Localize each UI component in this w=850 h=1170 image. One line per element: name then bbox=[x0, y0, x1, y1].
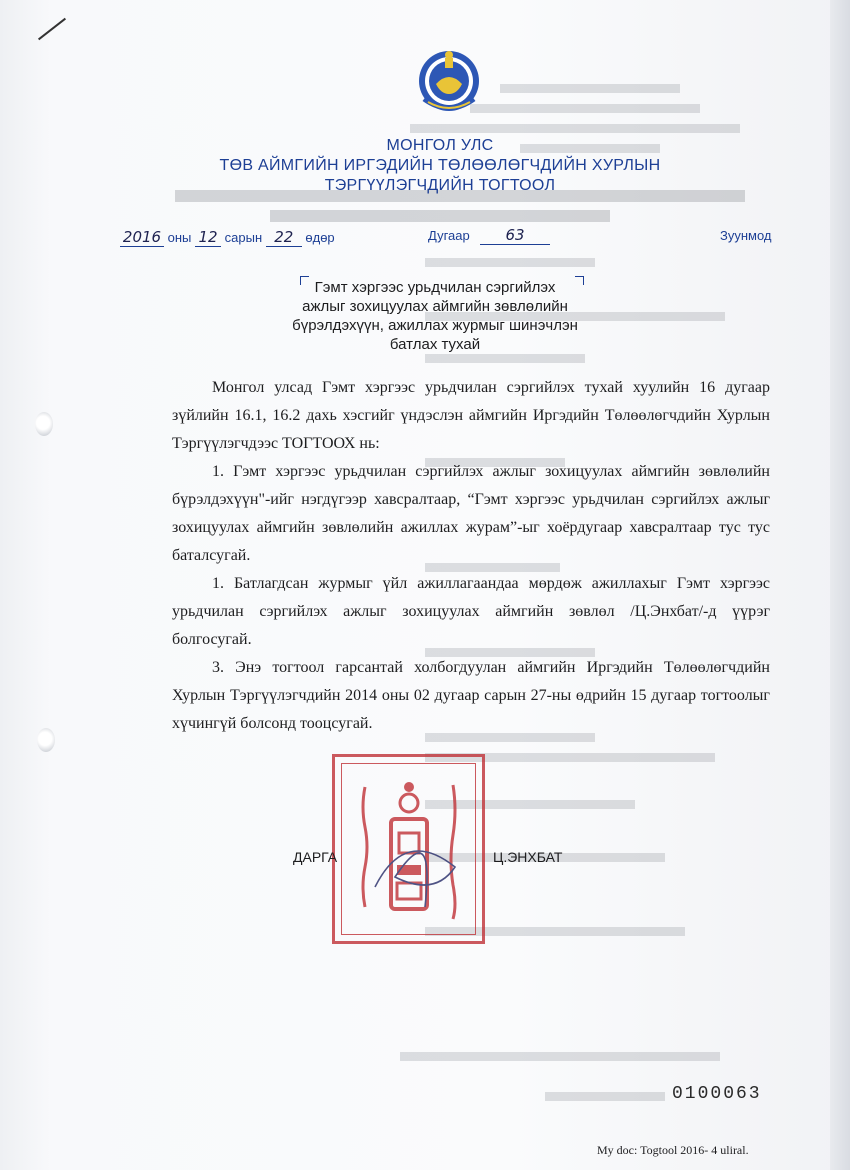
number-value: 63 bbox=[480, 226, 550, 245]
number-label: Дугаар bbox=[428, 228, 470, 243]
resolution-title bbox=[280, 278, 590, 354]
header-country: МОНГОЛ УЛС bbox=[386, 137, 494, 154]
title-line: Гэмт хэргээс урьдчилан сэргийлэх bbox=[314, 279, 556, 296]
title-line: бүрэлдэхүүн, ажиллах журмыг шинэчлэн bbox=[292, 317, 578, 334]
clause-3: 3. Энэ тогтоол гарсантай холбогдуулан аймгийн Иргэдийн Төлөөлөгчдийн Хурлын Тэргүүлэгчдийн 2014 оны 02 дугаар сарын 27-ны өдрийн 15 дугаар тогтоолыг хүчингүй болсонд тооцсугай. bbox=[172, 659, 770, 732]
intro-paragraph: Монгол улсад Гэмт хэргээс урьдчилан сэргийлэх тухай хуулийн 16 дугаар зүйлийн 16.1, 16.2 дахь хэсгийг үндэслэн аймгийн Иргэдийн Төлөөлөгчдийн Хурлын Тэргүүлэгчдээс ТОГТООХ нь: bbox=[172, 379, 770, 452]
clause-1: 1. Гэмт хэргээс урьдчилан сэргийлэх ажлыг зохицуулах аймгийн зөвлөлийн бүрэлдэхүүн"-ийг нэгдүгээр хавсралтаар, “Гэмт хэргээс урьдчилан сэргийлэх ажлыг зохицуулах аймгийн зөвлөлийн ажиллах журам”-ыг хоёрдугаар хавсралтаар тус тус баталсугай. bbox=[172, 463, 770, 564]
resolution-body bbox=[172, 374, 770, 738]
day-value: 22 bbox=[266, 228, 302, 247]
clause-2: 1. Батлагдсан журмыг үйл ажиллагаандаа мөрдөж ажиллахыг Гэмт хэргээс урьдчилан сэргийлэх ажлыг зохицуулах аймгийн зөвлөл /Ц.Энхбат/-д үүрэг болгосугай. bbox=[172, 575, 770, 648]
month-value: 12 bbox=[195, 228, 221, 247]
header-resolution: ТЭРГҮҮЛЭГЧДИЙН ТОГТООЛ bbox=[324, 177, 556, 194]
punch-hole bbox=[35, 412, 53, 436]
month-label: сарын bbox=[224, 230, 263, 245]
signer-name: Ц.ЭНХБАТ bbox=[493, 849, 563, 865]
day-label: өдөр bbox=[305, 230, 335, 245]
state-emblem-icon bbox=[414, 44, 484, 114]
signer-title: ДАРГА bbox=[293, 849, 338, 865]
page-edge bbox=[830, 0, 850, 1170]
official-seal bbox=[332, 754, 485, 944]
serial-number: 0100063 bbox=[672, 1084, 762, 1104]
pen-mark bbox=[38, 18, 66, 41]
year-label: оны bbox=[167, 230, 192, 245]
year-value: 2016 bbox=[120, 228, 164, 247]
header-council: ТӨВ АЙМГИЙН ИРГЭДИЙН ТӨЛӨӨЛӨГЧДИЙН ХУРЛЫН bbox=[219, 157, 661, 174]
date-number-row bbox=[120, 228, 780, 254]
punch-hole bbox=[37, 728, 55, 752]
place-label: Зуунмод bbox=[720, 228, 772, 243]
footer-doc-ref: My doc: Togtool 2016- 4 uliral. bbox=[597, 1143, 749, 1157]
title-line: батлах тухай bbox=[389, 336, 481, 353]
title-line: ажлыг зохицуулах аймгийн зөвлөлийн bbox=[302, 298, 568, 315]
